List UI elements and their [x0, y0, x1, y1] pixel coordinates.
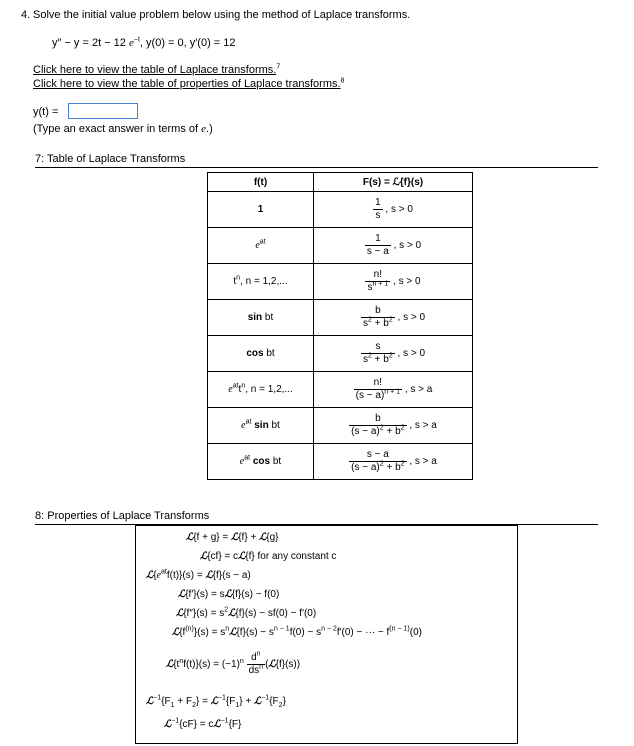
table8-title: 8: Properties of Laplace Transforms	[35, 510, 210, 522]
prop-first-derivative: ℒ{f′}(s) = sℒ{f}(s) − f(0)	[178, 589, 280, 600]
problem-equation	[52, 37, 236, 49]
table-row: $e^{at}$ sin bt $\frac{b}{(s - a)^2 + b^2}$ , s > a	[208, 408, 473, 444]
props-ref: 8	[340, 77, 345, 85]
table-row: cos bt $\frac{s}{s^2 + b^2}$ , s > 0	[208, 336, 473, 372]
laplace-properties-link[interactable]: Click here to view the table of properties of Laplace transforms.	[33, 78, 341, 90]
equation-lhs: y″ − y = 2t − 12	[52, 37, 126, 49]
table-row: $e^{at}t^n$, n = 1,2,... $\frac{n!}{(s - a)^{n + 1}}$ , s > a	[208, 372, 473, 408]
table-row: $e^{at}$ cos bt $\frac{s - a}{(s - a)^2 + b^2}$ , s > a	[208, 444, 473, 480]
table-link-row	[33, 64, 280, 76]
col-ft: f(t)	[208, 173, 314, 192]
table-row: $t^n$, n = 1,2,... $\frac{n!}{s^{n + 1}}$ , s > 0	[208, 264, 473, 300]
hint-end: .)	[206, 123, 213, 135]
properties-box	[135, 525, 518, 744]
laplace-table-link[interactable]: Click here to view the table of Laplace transforms.	[33, 64, 277, 76]
props-link-row	[33, 78, 344, 90]
answer-input[interactable]	[68, 103, 138, 119]
prop-inverse-constant: ℒ$^{-1}${cF} = cℒ$^{-1}${F}	[164, 717, 242, 730]
equation-conditions: , y(0) = 0, y′(0) = 12	[139, 37, 236, 49]
table7-divider	[35, 167, 598, 168]
prop-linearity: ℒ{f + g} = ℒ{f} + ℒ{g}	[186, 532, 279, 543]
answer-hint	[33, 123, 213, 135]
equation-exp: −t	[133, 36, 140, 44]
prop-nth-derivative: $ℒ\{f^{(n)}\}(s)$ = $s^nℒ\{f\}(s) - s^{n - 1}f(0) - s^{n - 2}f'(0)$ − ··· − $f^{(n - 1)}(0)$	[172, 625, 422, 638]
prop-constant: ℒ{cf} = cℒ{f} for any constant c	[200, 551, 337, 562]
hint-text: (Type an exact answer in terms of	[33, 123, 202, 135]
equation-e: e	[128, 37, 134, 49]
prop-multiply-tn: $ℒ\{t^nf(t)\}(s) = (-1)^n$ $\frac{d^n}{ds^n}$ (ℒ{f}(s))	[166, 650, 301, 676]
problem-number: 4.	[21, 9, 31, 21]
table7-title: 7: Table of Laplace Transforms	[35, 153, 186, 165]
prop-second-derivative: ℒ{f″}(s) = $s^2ℒ\{f\}(s) - sf(0) - f'(0)$	[176, 606, 317, 619]
hint-e: e	[201, 123, 207, 135]
problem-instruction: Solve the initial value problem below using the method of Laplace transforms.	[33, 9, 411, 21]
answer-label: y(t) =	[33, 106, 59, 118]
prop-shift: $ℒ\{e^{at}f(t)\}(s)$ = ℒ{f}(s − a)	[146, 568, 251, 581]
table-row: 1 $\frac{1}{s}$ , s > 0	[208, 192, 473, 228]
col-Fs: F(s) = ℒ{f}(s)	[314, 173, 473, 192]
table-row: $e^{at}$ $\frac{1}{s - a}$ , s > 0	[208, 228, 473, 264]
prop-inverse-linearity: $ℒ^{-1}\{F_1 + F_2\}$ = $ℒ^{-1}\{F_1\}$ + $ℒ^{-1}\{F_2\}$	[146, 694, 286, 709]
table-row: sin bt $\frac{b}{s^2 + b^2}$ , s > 0	[208, 300, 473, 336]
laplace-table	[207, 172, 473, 480]
table-ref: 7	[276, 63, 281, 71]
